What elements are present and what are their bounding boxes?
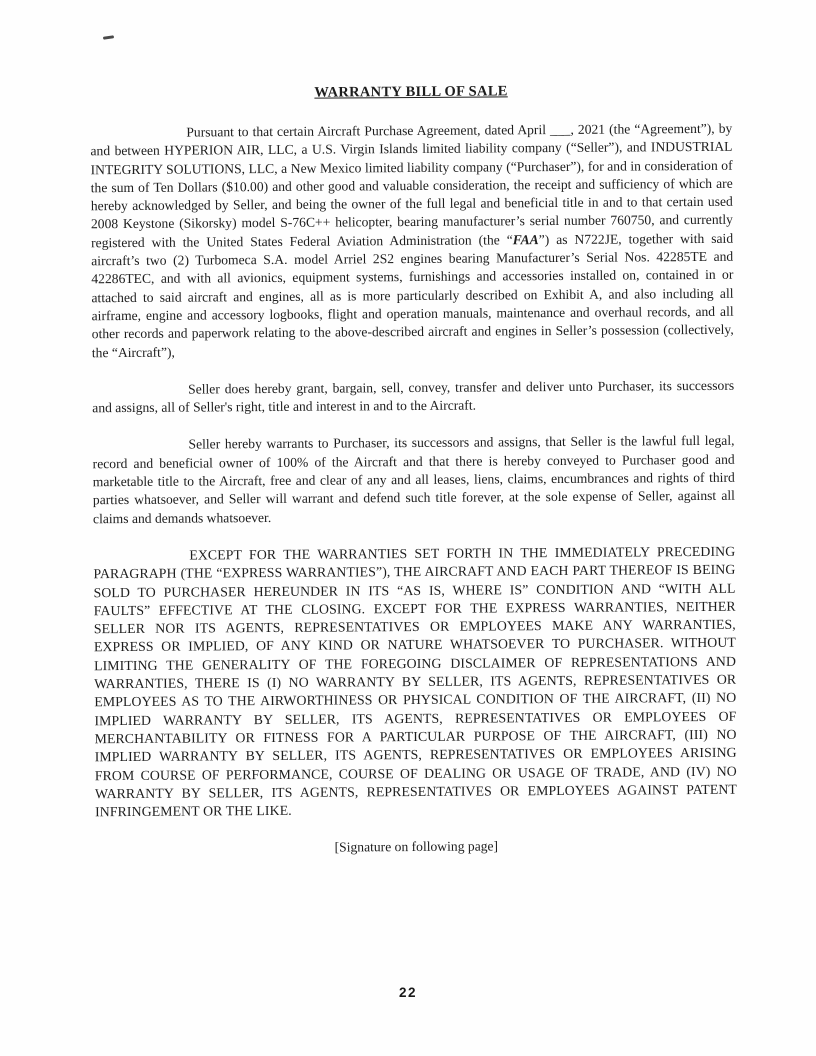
document-title-text: WARRANTY BILL OF SALE (314, 83, 508, 101)
paragraph-intro (90, 120, 734, 362)
paragraph-grant: Seller does hereby grant, bargain, sell, convey, transfer and deliver unto Purchaser, its successors and assigns, all of Seller's right, title and interest in and to the Aircraft. (92, 377, 735, 416)
document-title (90, 82, 732, 103)
scan-artifact (103, 35, 114, 40)
paragraph-disclaimer: EXCEPT FOR THE WARRANTIES SET FORTH IN THE IMMEDIATELY PRECEDING PARAGRAPH (THE “EXPRESS WARRANTIES”), THE AIRCRAFT AND EACH PART THEREOF IS BEING SOLD TO PURCHASER HEREUNDER IN ITS “AS IS, WHERE IS” CONDITION AND “WITH ALL FAULTS” EFFECTIVE AT THE CLOSING. EXCEPT FOR THE EXPRESS WARRANTIES, NEITHER SELLER NOR ITS AGENTS, REPRESENTATIVES OR EMPLOYEES MAKE ANY WARRANTIES, EXPRESS OR IMPLIED, OF ANY KIND OR NATURE WHATSOEVER TO PURCHASER. WITHOUT LIMITING THE GENERALITY OF THE FOREGOING DISCLAIMER OF REPRESENTATIONS AND WARRANTIES, THERE IS (I) NO WARRANTY BY SELLER, ITS AGENTS, REPRESENTATIVES OR EMPLOYEES AS TO THE AIRWORTHINESS OR PHYSICAL CONDITION OF THE AIRCRAFT, (II) NO IMPLIED WARRANTY BY SELLER, ITS AGENTS, REPRESENTATIVES OR EMPLOYEES OF MERCHANTABILITY OR FITNESS FOR A PARTICULAR PURPOSE OF THE AIRCRAFT, (III) NO IMPLIED WARRANTY BY SELLER, ITS AGENTS, REPRESENTATIVES OR EMPLOYEES ARISING FROM COURSE OF PERFORMANCE, COURSE OF DEALING OR USAGE OF TRADE, AND (IV) NO WARRANTY BY SELLER, ITS AGENTS, REPRESENTATIVES OR EMPLOYEES AGAINST PATENT INFRINGEMENT OR THE LIKE. (93, 543, 737, 820)
paragraph-intro-text: Pursuant to that certain Aircraft Purchase Agreement, dated April ___, 2021 (the “Agreement”), by and between HYPERION AIR, LLC, a U.S. Virgin Islands limited liability company (“Seller”), and INDUSTRIAL INTEGRITY SOLUTIONS, LLC, a New Mexico limited liability company (“Purchaser”), for and in consideration of the sum of Ten Dollars ($10.00) and other good and valuable consideration, the receipt and sufficiency of which are hereby acknowledged by Seller, and being the owner of the full legal and beneficial title in and to that certain used 2008 Keystone (Sikorsky) model S-76C++ helicopter, bearing manufacturer’s serial number 760750, and currently registered with the United States Federal Aviation Administration (the “ (90, 120, 734, 251)
document-content (90, 82, 737, 858)
signature-note: [Signature on following page] (334, 838, 499, 855)
page-number: 22 (398, 985, 418, 1000)
paragraph-warranty: Seller hereby warrants to Purchaser, its successors and assigns, that Seller is the lawful full legal, record and beneficial owner of 100% of the Aircraft and that there is hereby conveyed to Purchaser good and marketable title to the Aircraft, free and clear of any and all leases, liens, claims, encumbrances and rights of third parties whatsoever, and Seller will warrant and defend such title forever, at the sole expense of Seller, against all claims and demands whatsoever. (92, 433, 735, 526)
faa-term: FAA (512, 231, 539, 248)
paragraph-intro-text-continued: ”) as N722JE, together with said aircraft’s two (2) Turbomeca S.A. model Arriel 2S2 engines bearing Manufacturer’s Serial Nos. 42285TE and 42286TEC, and with all avionics, equipment systems, furnishings and accessories installed on, contained in or attached to said aircraft and engines, all as is more particularly described on Exhibit A, and also including all airframe, engine and accessory logbooks, flight and operation manuals, maintenance and overhaul records, and all other records and paperwork relating to the above-described aircraft and engines in Seller’s possession (collectively, the “Aircraft”), (91, 230, 734, 360)
